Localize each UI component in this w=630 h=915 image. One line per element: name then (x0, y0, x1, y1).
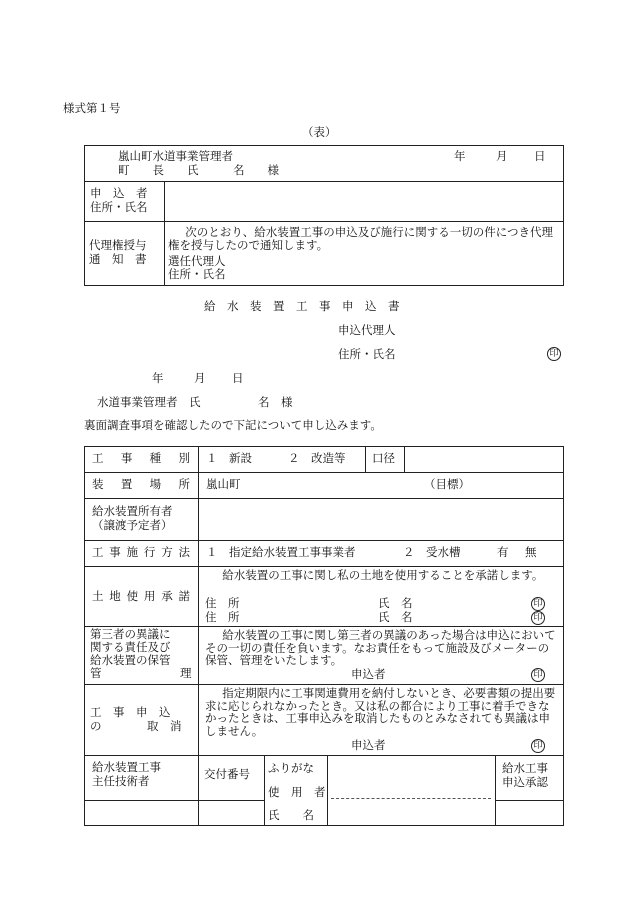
land-use-label: 土 地 使 用 承 諾 (92, 589, 190, 603)
proxy-label-2: 通 知 書 (89, 252, 147, 266)
app-date-year: 年 (152, 371, 164, 385)
user-label: 使 用 者 (268, 785, 326, 799)
third-party-applicant: 申込者 (351, 667, 386, 681)
method-contractor[interactable]: １ 指定給水装置工事事業者 (206, 545, 356, 559)
furigana-field[interactable] (331, 759, 491, 795)
owner-label-1: 給水装置所有者 (92, 504, 173, 518)
owner-label-2: （譲渡予定者） (92, 518, 173, 532)
applicant-field[interactable] (170, 186, 558, 216)
agent-label: 申込代理人 (338, 323, 396, 337)
land-use-text: 給水装置の工事に関し私の土地を使用することを承諾します。 (222, 568, 544, 582)
proxy-label-1: 代理権授与 (89, 238, 147, 252)
landmark-label: （目標） (424, 477, 470, 491)
land-seal-icon-1: 印 (531, 597, 545, 611)
cancel-applicant: 申込者 (351, 738, 386, 752)
addressee-line2: 町 長 氏 名 様 (118, 163, 279, 177)
owner-field[interactable] (206, 504, 558, 534)
land-name-label-2: 氏 名 (378, 610, 413, 624)
application-title: 給 水 装 置 工 事 申 込 書 (204, 299, 400, 313)
cancel-label-2a: の (90, 719, 102, 733)
user-name-label: 氏 名 (268, 808, 314, 822)
furigana-label: ふりがな (268, 761, 314, 775)
approval-stamp-field[interactable] (499, 803, 561, 823)
app-date-month: 月 (194, 371, 206, 385)
applicant-label-1: 申 込 者 (90, 186, 148, 200)
top-date-month: 月 (496, 149, 508, 163)
proxy-text: 次のとおり、給水装置工事の申込及び施行に関する一切の件につき代理権を授与したので通知します。 (168, 225, 554, 252)
agent-address: 住所・氏名 (338, 347, 396, 361)
app-addressee: 水道事業管理者 氏 名 様 (97, 395, 293, 409)
user-name-field[interactable] (331, 802, 491, 824)
issue-number-label: 交付番号 (204, 767, 250, 781)
caliber-label: 口径 (372, 451, 395, 465)
app-date-day: 日 (232, 371, 244, 385)
land-name-label-1: 氏 名 (378, 596, 413, 610)
top-date-day: 日 (534, 149, 546, 163)
land-address-label-2: 住 所 (205, 610, 240, 624)
approval-label-2: 申込承認 (502, 775, 548, 789)
third-party-label-4a: 管 (90, 666, 102, 680)
method-tank[interactable]: ２ 受水槽 (403, 545, 461, 559)
land-address-label-1: 住 所 (205, 596, 240, 610)
third-party-text: 給水装置の工事に関し第三者の異議のあった場合は申込においてその一切の責任を負います。なお責任をもって施設及びメーターの保管、管理をいたします。 (205, 628, 556, 667)
method-label: 工 事 施 行 方 法 (92, 545, 190, 559)
proxy-address: 住所・氏名 (168, 267, 226, 281)
work-type-label: 工 事 種 別 (92, 451, 190, 465)
cancel-text: 指定期限内に工事関連費用を納付しないとき、必要書類の提出要求に応じられなかったとき。又は私の都合により工事に着手できなかったときは、工事申込みを取消したものとみなされても異議は申しません。 (205, 686, 556, 738)
location-value[interactable]: 嵐山町 (206, 477, 241, 491)
proxy-appointed: 選任代理人 (168, 254, 226, 268)
addressee-line1: 嵐山町水道事業管理者 (118, 149, 233, 163)
chief-label-1: 給水装置工事 (92, 760, 161, 774)
method-no[interactable]: 無 (525, 545, 537, 559)
work-type-new[interactable]: １ 新設 (206, 451, 252, 465)
method-yes[interactable]: 有 (497, 545, 509, 559)
chief-name-field[interactable] (92, 803, 194, 823)
issue-number-field[interactable] (202, 803, 260, 823)
applicant-label-2: 住所・氏名 (90, 200, 148, 214)
agent-seal-icon: 印 (547, 347, 561, 361)
cancel-seal-icon: 印 (531, 739, 545, 753)
form-number: 様式第１号 (63, 101, 121, 115)
third-party-label-1: 第三者の異議に (90, 627, 171, 641)
third-party-seal-icon: 印 (531, 668, 545, 682)
third-party-label-3: 給水装置の保管 (90, 653, 171, 667)
form-side-label: （表） (302, 125, 337, 139)
work-type-modify[interactable]: ２ 改造等 (288, 451, 346, 465)
chief-label-2: 主任技術者 (92, 774, 150, 788)
location-label: 装 置 場 所 (92, 477, 190, 491)
approval-label-1: 給水工事 (502, 761, 548, 775)
cancel-label-1: 工 事 申 込 (90, 705, 171, 719)
third-party-label-4b: 理 (180, 666, 192, 680)
app-intro: 裏面調査事項を確認したので下記について申し込みます。 (84, 418, 382, 432)
land-seal-icon-2: 印 (531, 611, 545, 625)
third-party-label-2: 関する責任及び (90, 640, 171, 654)
top-date-year: 年 (454, 149, 466, 163)
caliber-field[interactable] (408, 450, 558, 468)
cancel-label-2b: 取 消 (147, 719, 182, 733)
